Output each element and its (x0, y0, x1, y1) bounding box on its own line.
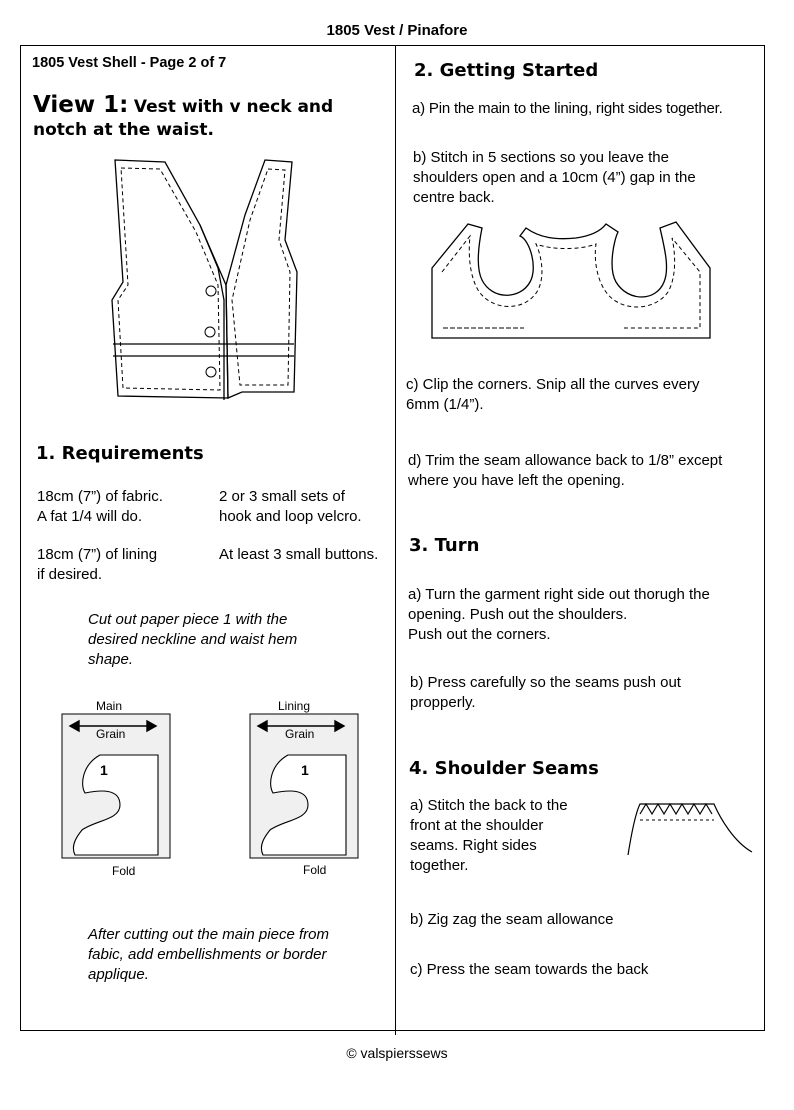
requirement-line: if desired. (37, 566, 103, 583)
lining-label: Lining (278, 699, 311, 713)
step-4b: b) Zig zag the seam allowance (410, 911, 614, 928)
requirement-line: hook and loop velcro. (219, 508, 362, 525)
step-line: opening. Push out the shoulders. (408, 606, 628, 623)
step-4c: c) Press the seam towards the back (410, 961, 649, 978)
requirements-heading: 1. Requirements (36, 443, 204, 464)
main-label: Main (96, 699, 123, 713)
step-line: centre back. (413, 189, 495, 206)
step-line: seams. Right sides (410, 837, 537, 854)
requirement-line: At least 3 small buttons. (219, 546, 379, 563)
grain-label-main: Grain (96, 727, 126, 741)
step-line: c) Clip the corners. Snip all the curves every (406, 376, 700, 393)
view-desc-line1: Vest with v neck and (133, 97, 334, 117)
step-line: where you have left the opening. (408, 472, 625, 489)
requirement-line: A fat 1/4 will do. (37, 508, 143, 525)
step-2a: a) Pin the main to the lining, right sides together. (412, 100, 723, 117)
note-line: fabic, add embellishments or border (88, 946, 327, 963)
piece-number-lining: 1 (301, 762, 309, 778)
note-line: applique. (88, 966, 149, 983)
step-line: b) Stitch in 5 sections so you leave the (413, 149, 669, 166)
step-line: a) Turn the garment right side out thorugh the (408, 586, 710, 603)
shoulder-seams-heading: 4. Shoulder Seams (409, 758, 599, 779)
step-line: 6mm (1/4”). (406, 396, 484, 413)
requirement-line: 18cm (7”) of fabric. (37, 488, 163, 505)
turn-heading: 3. Turn (409, 535, 480, 556)
piece-number-main: 1 (100, 762, 108, 778)
step-line: a) Stitch the back to the (410, 797, 568, 814)
step-line: front at the shoulder (410, 817, 544, 834)
step-line: propperly. (410, 694, 476, 711)
step-line: b) Press carefully so the seams push out (410, 674, 681, 691)
requirement-line: 2 or 3 small sets of (219, 488, 345, 505)
requirement-line: 18cm (7”) of lining (37, 546, 158, 563)
step-line: d) Trim the seam allowance back to 1/8” except (408, 452, 723, 469)
note-line: After cutting out the main piece from (88, 926, 329, 943)
getting-started-heading: 2. Getting Started (414, 60, 599, 81)
step-line: shoulders open and a 10cm (4”) gap in the (413, 169, 696, 186)
cut-line: desired neckline and waist hem (88, 631, 298, 648)
page-label: 1805 Vest Shell - Page 2 of 7 (32, 55, 227, 71)
fold-label-lining: Fold (303, 863, 327, 877)
document-title: 1805 Vest / Pinafore (326, 22, 468, 39)
copyright-footer: © valspierssews (346, 1045, 448, 1061)
cut-line: shape. (88, 651, 134, 668)
step-line: Push out the corners. (408, 626, 551, 643)
view-desc-line2: notch at the waist. (33, 120, 214, 140)
step-line: together. (410, 857, 469, 874)
grain-label-lining: Grain (285, 727, 315, 741)
cut-line: Cut out paper piece 1 with the (88, 611, 288, 628)
view-number: View 1: (33, 92, 129, 118)
fold-label-main: Fold (112, 864, 136, 878)
